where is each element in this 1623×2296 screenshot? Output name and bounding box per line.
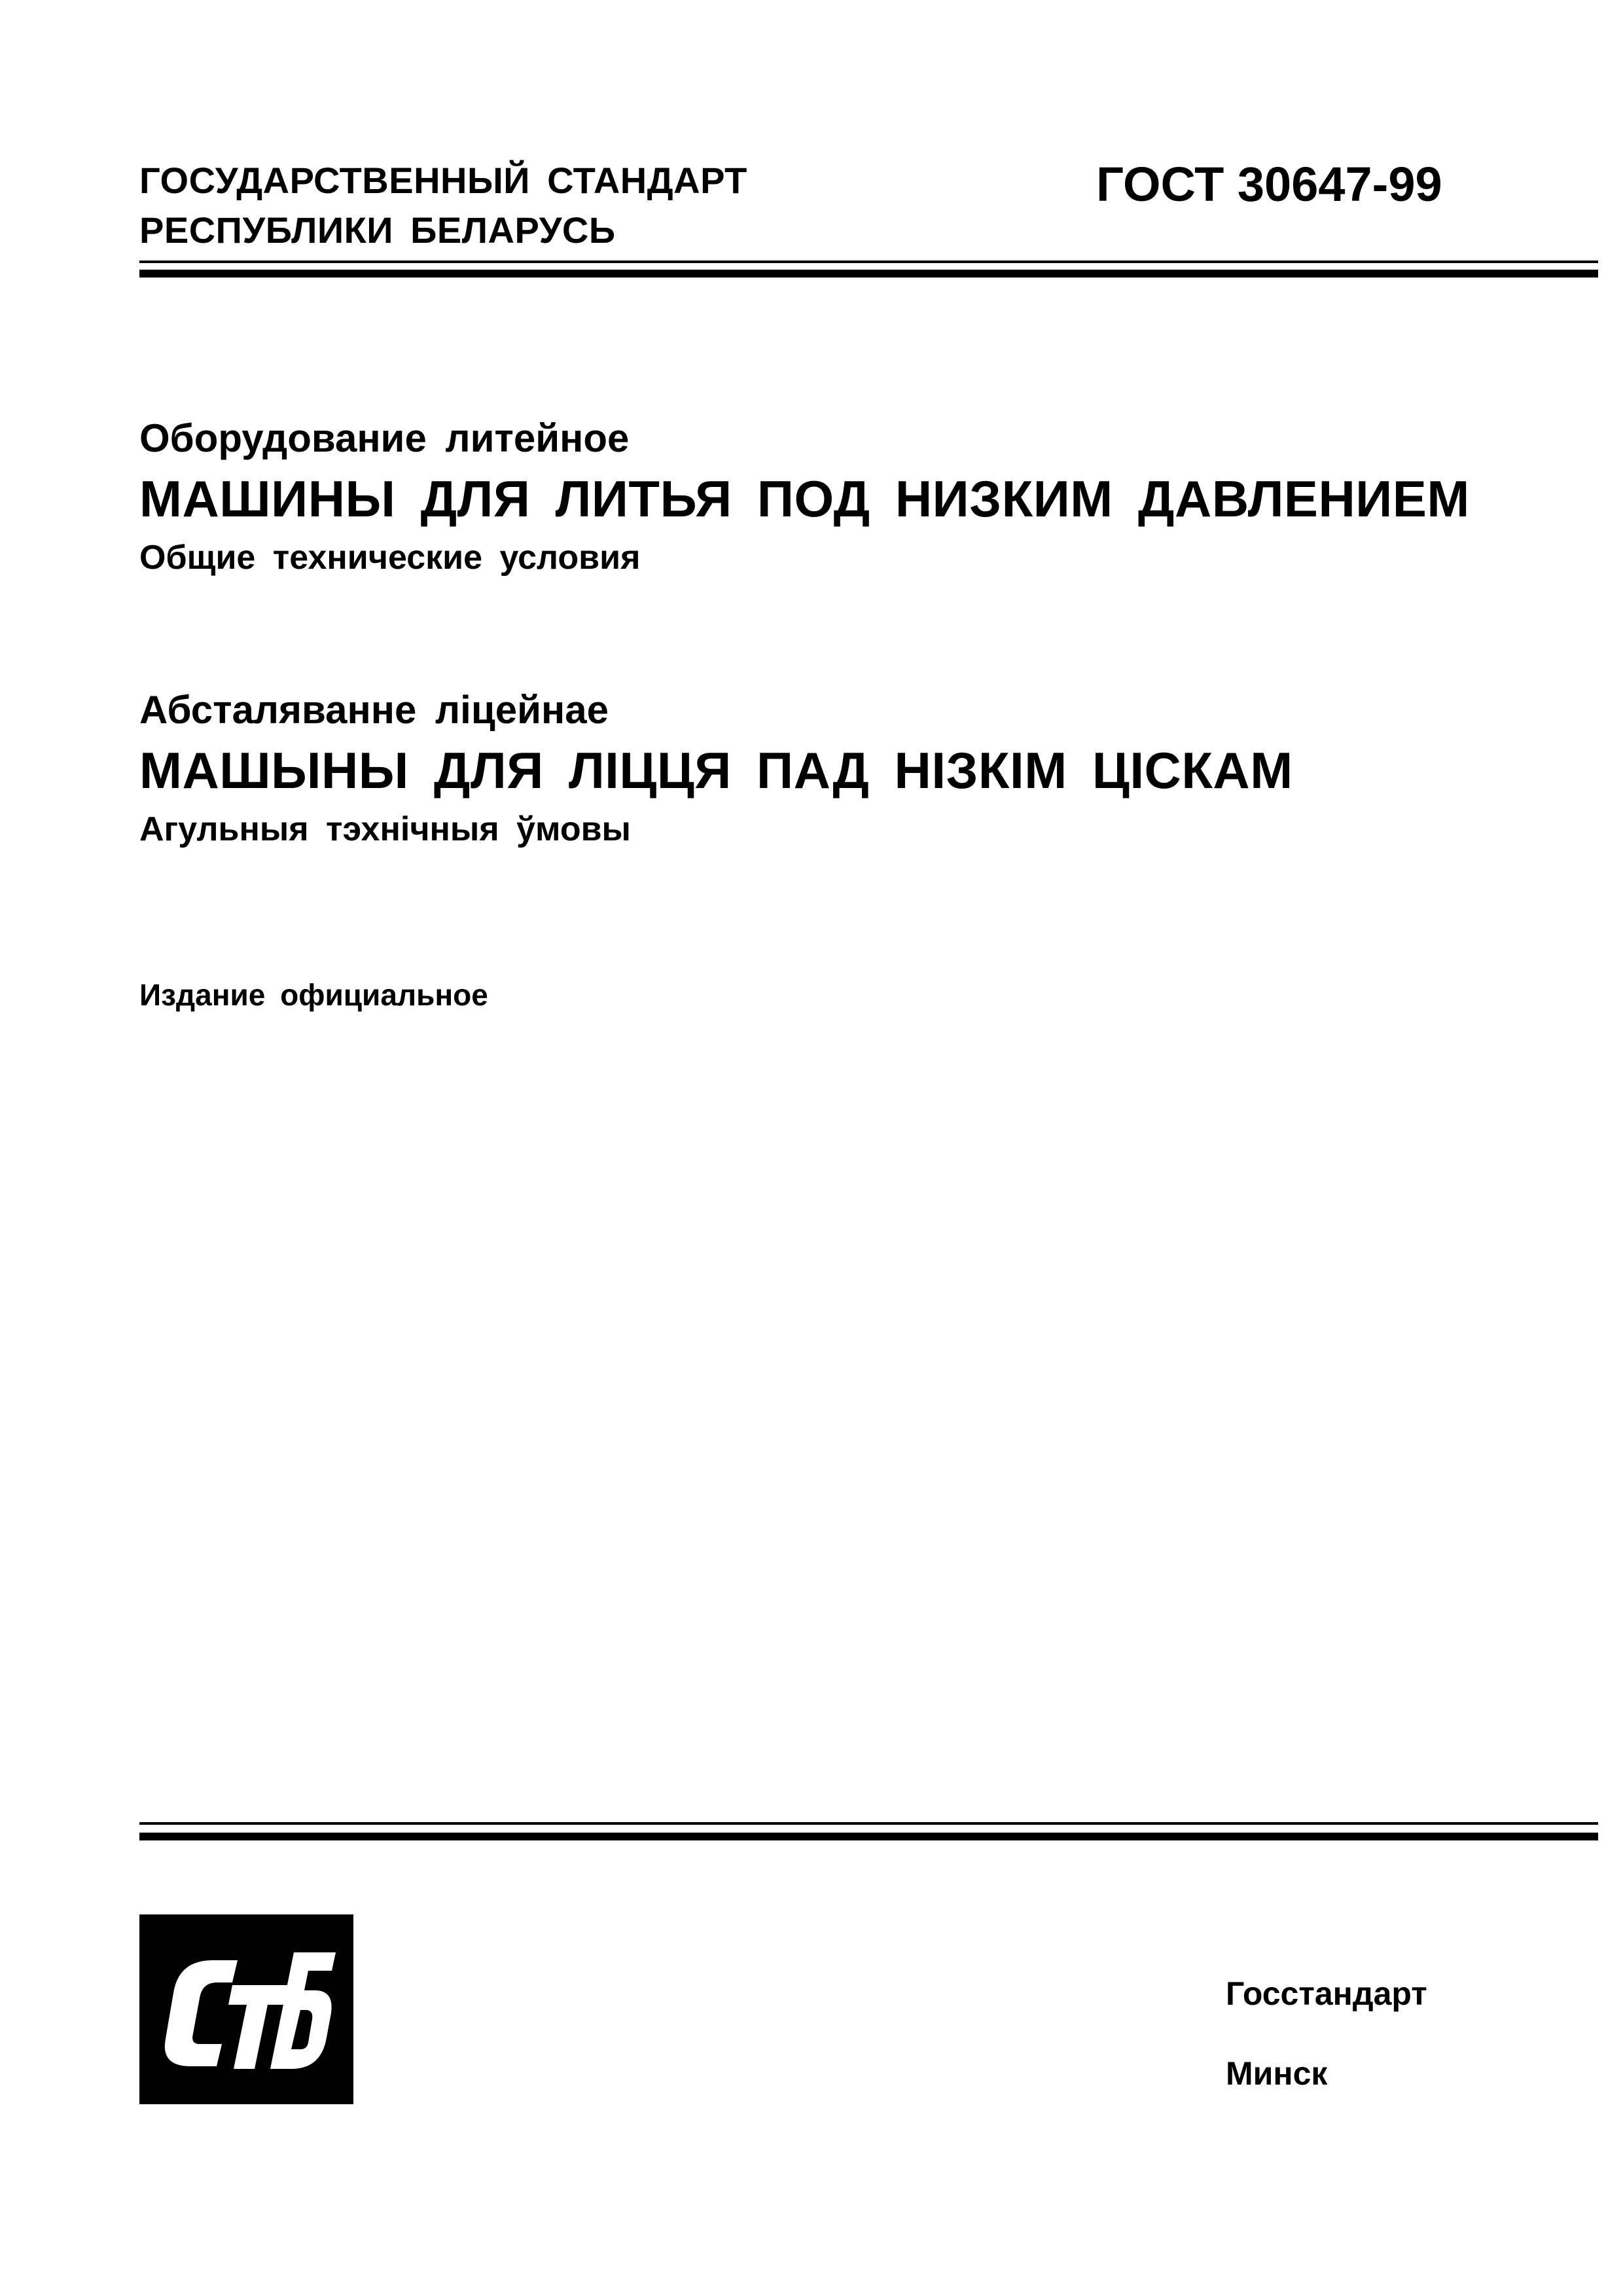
title-block-ru xyxy=(139,412,1470,583)
stb-logo-icon xyxy=(139,1914,353,2104)
category-be: Абсталяванне ліцейнае xyxy=(139,688,609,732)
category-ru: Оборудование литейное xyxy=(139,416,630,460)
subtitle-be: Агульныя тэхнічныя ўмовы xyxy=(139,810,631,848)
footer-rule-thin xyxy=(139,1822,1598,1825)
issuer-line-2: РЕСПУБЛИКИ БЕЛАРУСЬ xyxy=(139,209,616,251)
stb-logo xyxy=(139,1914,353,2104)
main-title-ru: МАШИНЫ ДЛЯ ЛИТЬЯ ПОД НИЗКИМ ДАВЛЕНИЕМ xyxy=(139,470,1470,528)
main-title-be: МАШЫНЫ ДЛЯ ЛІЦЦЯ ПАД НІЗКІМ ЦІСКАМ xyxy=(139,742,1293,799)
issuer-line-1: ГОСУДАРСТВЕННЫЙ СТАНДАРТ xyxy=(139,160,747,201)
subtitle-ru: Общие технические условия xyxy=(139,539,641,577)
header-rule-thin xyxy=(139,260,1598,263)
title-block-be xyxy=(139,684,1293,854)
edition-label: Издание официальное xyxy=(139,978,488,1012)
standard-designation: ГОСТ 30647-99 xyxy=(1096,157,1442,211)
header-rule-thick xyxy=(139,270,1598,278)
issuer-name xyxy=(139,156,747,255)
publisher-city: Минск xyxy=(1226,2055,1328,2092)
footer-rule-thick xyxy=(139,1833,1598,1840)
publisher-name: Госстандарт xyxy=(1226,1975,1427,2012)
